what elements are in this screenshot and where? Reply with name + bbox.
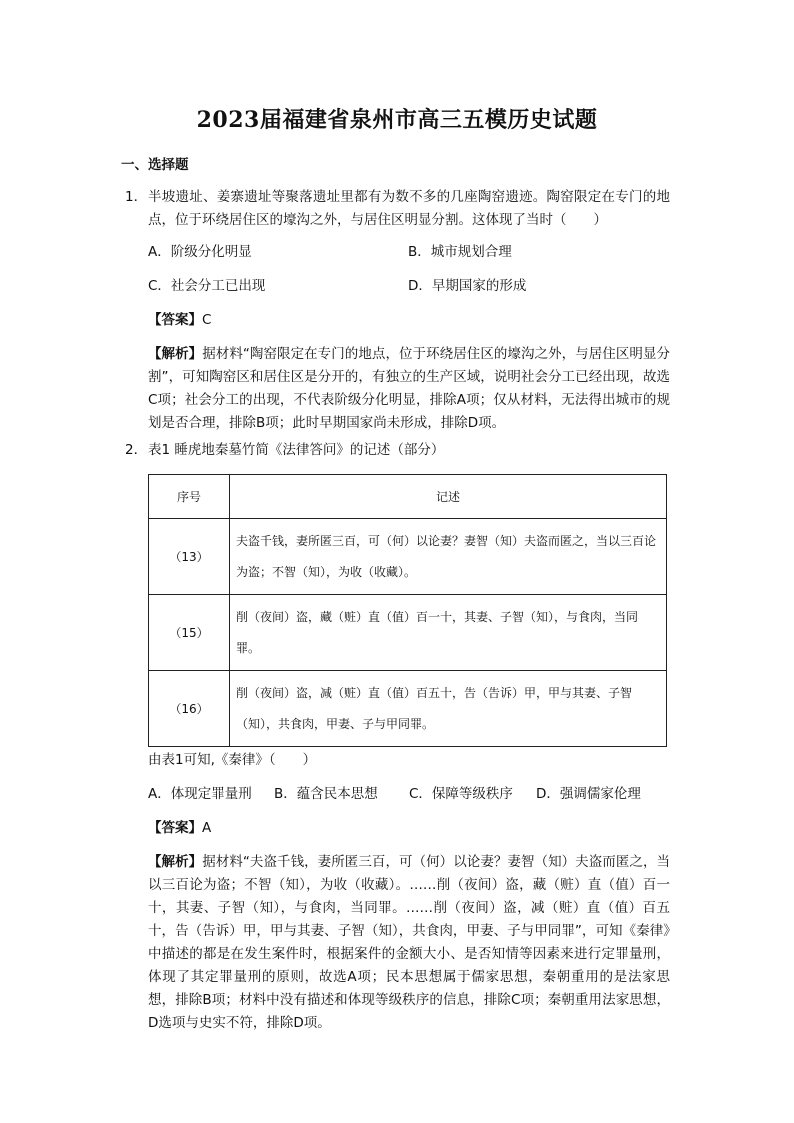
q2-analysis — [148, 851, 670, 1035]
law-records-table — [148, 474, 667, 747]
q2-option-a: A．体现定罪量刑 — [148, 786, 252, 802]
answer-tag: 【答案】 — [148, 312, 202, 328]
row-number: （13） — [149, 519, 230, 595]
row-number: （15） — [149, 595, 230, 671]
q1-analysis — [148, 343, 670, 435]
analysis-tag: 【解析】 — [148, 346, 203, 362]
q1-option-d: D．早期国家的形成 — [408, 278, 527, 294]
table-header-row — [149, 475, 667, 519]
q2-answer — [148, 818, 211, 838]
q2-after-table: 由表1可知,《秦律》（ ） — [148, 752, 317, 768]
table-row — [149, 519, 667, 595]
row-record: 夫盗千钱，妻所匿三百，可（何）以论妻？妻智（知）夫盗而匿之，当以三百论为盗；不智（知），为收（收藏）。 — [230, 519, 667, 595]
question-1-stem: 半坡遗址、姜寨遗址等聚落遗址里都有为数不多的几座陶窑遗迹。陶窑限定在专门的地点，位于环绕居住区的壕沟之外，与居住区明显分割。这体现了当时（ ） — [148, 189, 670, 228]
q2-option-d: D．强调儒家伦理 — [536, 786, 641, 802]
header-cell-number: 序号 — [149, 475, 230, 519]
answer-tag: 【答案】 — [148, 820, 202, 836]
table-row — [149, 595, 667, 671]
analysis-text: 据材料“陶窑限定在专门的地点，位于环绕居住区的壕沟之外，与居住区明显分割”，可知陶窑区和居住区是分开的，有独立的生产区域，说明社会分工已经出现，故选C项；社会分工的出现，不代表阶级分化明显，排除A项；仅从材料，无法得出城市的规划是否合理，排除B项；此时早期国家尚未形成，排除D项。 — [148, 346, 671, 431]
row-record: 削（夜间）盗，藏（赃）直（值）百一十，其妻、子智（知），与食肉，当同罪。 — [230, 595, 667, 671]
q1-option-c: C．社会分工已出现 — [148, 278, 266, 294]
q1-option-a: A．阶级分化明显 — [148, 244, 252, 260]
row-number: （16） — [149, 671, 230, 747]
question-1-number: 1． — [125, 189, 148, 205]
table-row — [149, 671, 667, 747]
answer-value: C — [202, 312, 212, 328]
q2-option-b: B．蕴含民本思想 — [274, 786, 378, 802]
section-heading: 一、选择题 — [121, 157, 189, 173]
q1-answer — [148, 310, 211, 330]
page-title: 2023届福建省泉州市高三五模历史试题 — [196, 107, 598, 133]
question-2-stem: 表1 睡虎地秦墓竹简《法律答问》的记述（部分） — [148, 442, 445, 458]
q1-option-b: B．城市规划合理 — [408, 244, 512, 260]
question-2-number: 2． — [125, 442, 148, 458]
answer-value: A — [202, 820, 212, 836]
analysis-text: 据材料“夫盗千钱，妻所匿三百，可（何）以论妻？妻智（知）夫盗而匿之，当以三百论为盗；不智（知），为收（收藏）。……削（夜间）盗，藏（赃）直（值）百一十，其妻、子智（知），与食肉，当同罪。……削（夜间）盗，减（赃）直（值）百五十，告（告诉）甲，甲与其妻、子智（知），共食肉，甲妻、子与甲同罪”，可知《秦律》中描述的都是在发生案件时，根据案件的金额大小、是否知情等因素来进行定罪量刑，体现了其定罪量刑的原则，故选A项；民本思想属于儒家思想，秦朝重用的是法家思想，排除B项；材料中没有描述和体现等级秩序的信息，排除C项；秦朝重用法家思想，D选项与史实不符，排除D项。 — [148, 854, 671, 1031]
row-record: 削（夜间）盗，减（赃）直（值）百五十，告（告诉）甲，甲与其妻、子智（知），共食肉，甲妻、子与甲同罪。 — [230, 671, 667, 747]
q2-option-c: C．保障等级秩序 — [409, 786, 513, 802]
header-cell-record: 记述 — [230, 475, 667, 519]
analysis-tag: 【解析】 — [148, 854, 203, 870]
